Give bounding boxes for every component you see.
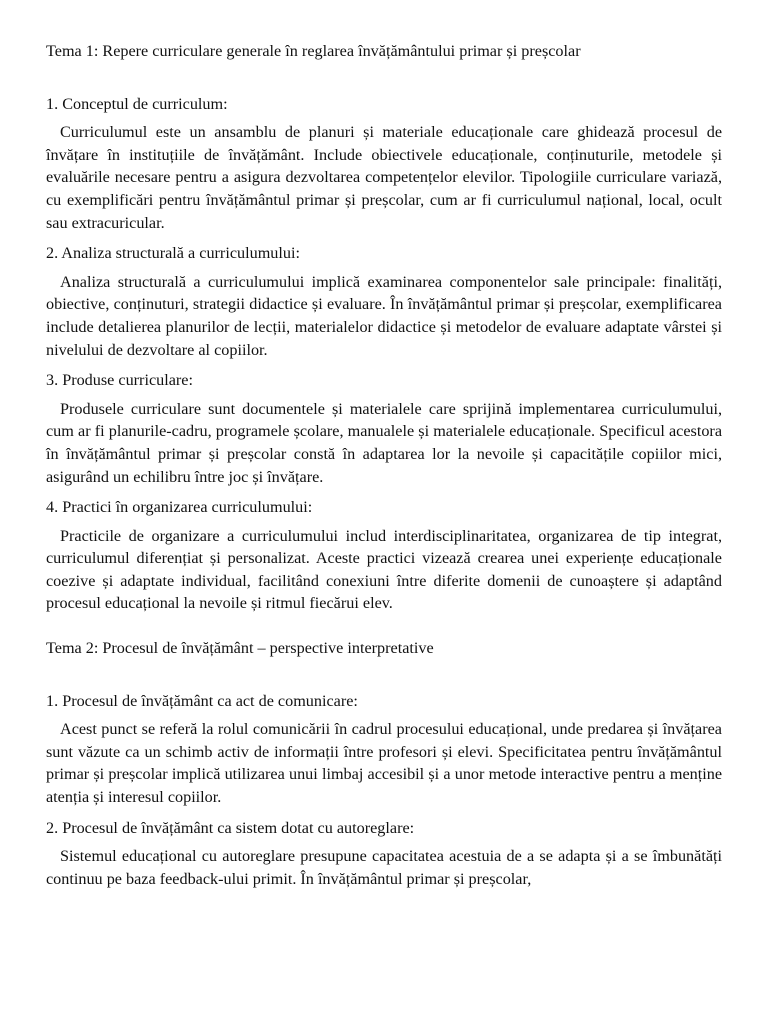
section-heading: 2. Procesul de învățământ ca sistem dotat cu autoreglare: <box>46 818 415 837</box>
section-heading: 4. Practici în organizarea curriculumului: <box>46 498 313 517</box>
section-heading: 3. Produse curriculare: <box>46 371 193 390</box>
section-body: Acest punct se referă la rolul comunicării în cadrul procesului educațional, unde predarea și învățarea sunt văzute ca un schimb activ de informații între profesori și elevi. Specificitatea pentru învățământul primar și preșcolar implică utilizarea unui limbaj accesibil și a unor metode interactive pentru a menține atenția și interesul copiilor. <box>46 720 722 807</box>
section-heading: 1. Procesul de învățământ ca act de comunicare: <box>46 691 358 710</box>
section-body: Curriculumul este un ansamblu de planuri și materiale educaționale care ghidează procesul de învățare în instituțiile de învățământ. Include obiectivele educaționale, conținuturile, metodele și evaluările necesare pentru a asigura dezvoltarea competențelor elevilor. Tipologiile curriculare variază, cu exemplificări pentru învățământul primar și preșcolar, cum ar fi curriculumul național, local, ocult sau extracuricular. <box>46 123 722 232</box>
section-body: Produsele curriculare sunt documentele și materialele care sprijină implementarea curriculumului, cum ar fi planurile-cadru, programele școlare, manualele și materialele educaționale. Specificul acestora în învățământul primar și preșcolar constă în adaptarea lor la nevoile și capacitățile copiilor mici, asigurând un echilibru între joc și învățare. <box>46 399 722 486</box>
document-page <box>46 40 722 890</box>
spacer <box>46 615 722 637</box>
spacer <box>46 488 722 496</box>
topic-title: Tema 2: Procesul de învățământ – perspective interpretative <box>46 639 434 658</box>
spacer <box>46 63 722 93</box>
section-body: Analiza structurală a curriculumului implică examinarea componentelor sale principale: finalități, obiective, conținuturi, strategii didactice și evaluare. În învățământul primar și preșcolar, exemplificarea include detalierea planurilor de lecții, materialelor didactice și metodelor de evaluare adaptate vârstei și nivelului de dezvoltare al copiilor. <box>46 272 722 359</box>
section-heading: 2. Analiza structurală a curriculumului: <box>46 244 300 263</box>
spacer <box>46 361 722 369</box>
spacer <box>46 234 722 242</box>
spacer <box>46 660 722 690</box>
section-body: Practicile de organizare a curriculumului includ interdisciplinaritatea, organizarea de tip integrat, curriculumul diferențiat și personalizat. Aceste practici vizează crearea unei experiențe educaționale coezive și adaptate individual, facilitând conexiuni între diferite domenii de cunoaștere și adaptând procesul educațional la nevoile și ritmul fiecărui elev. <box>46 526 722 613</box>
topic-title: Tema 1: Repere curriculare generale în reglarea învățământului primar și preșcolar <box>46 42 581 60</box>
section-body: Sistemul educațional cu autoreglare presupune capacitatea acestuia de a se adapta și a se îmbunătăți continuu pe baza feedback-ului primit. În învățământul primar și preșcolar, <box>46 847 722 888</box>
spacer <box>46 809 722 817</box>
section-heading: 1. Conceptul de curriculum: <box>46 94 228 113</box>
